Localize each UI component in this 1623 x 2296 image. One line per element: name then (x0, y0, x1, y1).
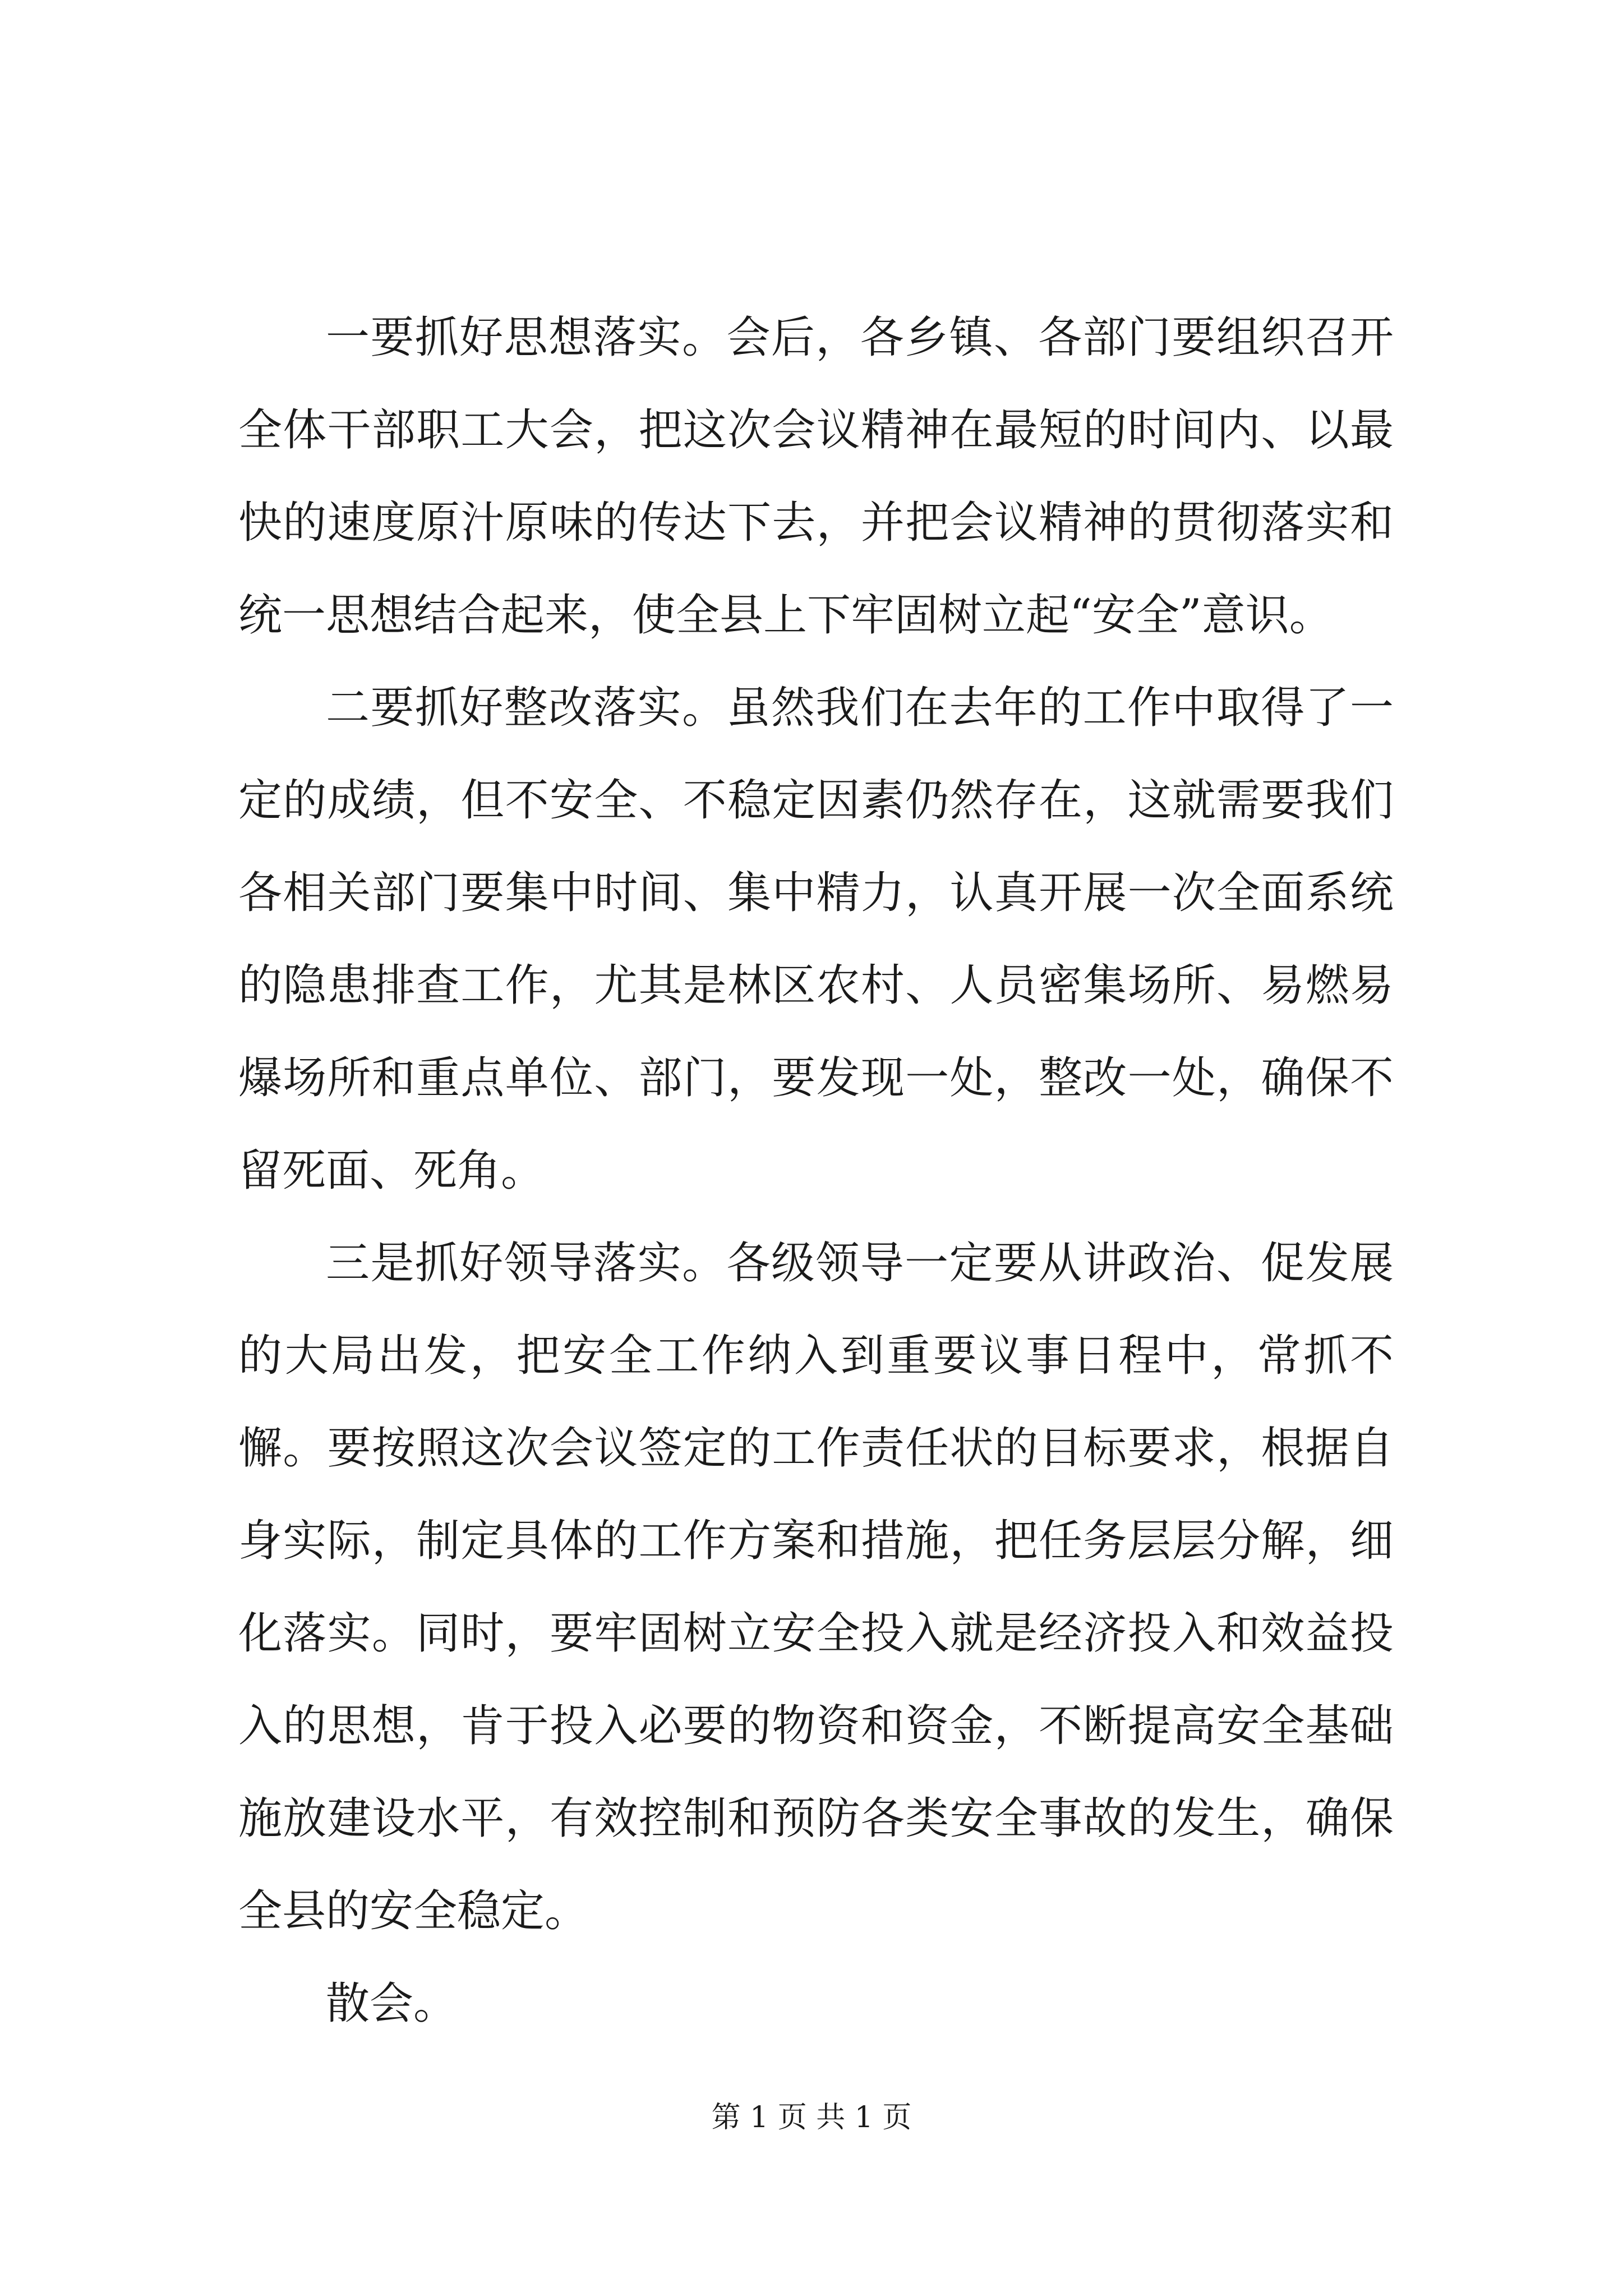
paragraph-rectification-implementation: 二要抓好整改落实。虽然我们在去年的工作中取得了一定的成绩，但不安全、不稳定因素仍然存在，这就需要我们各相关部门要集中时间、集中精力，认真开展一次全面系统的隐患排查工作，尤其是林区农村、人员密集场所、易燃易爆场所和重点单位、部门，要发现一处，整改一处，确保不留死面、死角。 (238, 683, 1394, 1196)
paragraph-adjourn: 散会。 (326, 1978, 458, 2029)
paragraph-leadership-implementation: 三是抓好领导落实。各级领导一定要从讲政治、促发展的大局出发，把安全工作纳入到重要议事日程中，常抓不懈。要按照这次会议签定的工作责任状的目标要求，根据自身实际，制定具体的工作方案和措施，把任务层层分解，细化落实。同时，要牢固树立安全投入就是经济投入和效益投入的思想，肯于投入必要的物资和资金，不断提高安全基础施放建设水平，有效控制和预防各类安全事故的发生，确保全县的安全稳定。 (238, 1238, 1394, 1936)
paragraph-thought-implementation: 一要抓好思想落实。会后，各乡镇、各部门要组织召开全体干部职工大会，把这次会议精神在最短的时间内、以最快的速度原汁原味的传达下去，并把会议精神的贯彻落实和统一思想结合起来，使全县上下牢固树立起“安全”意识。 (238, 312, 1394, 641)
page-number-footer: 第 1 页 共 1 页 (711, 2101, 912, 2134)
document-body (238, 292, 1394, 2050)
